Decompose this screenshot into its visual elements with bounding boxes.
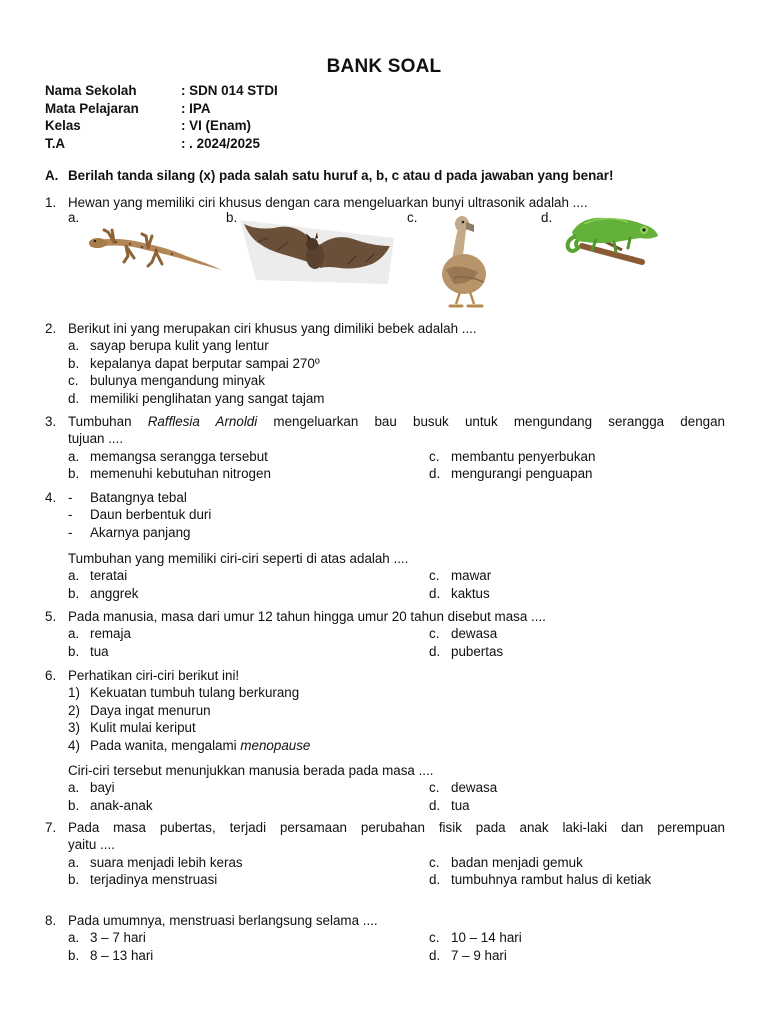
question-8 <box>45 912 725 964</box>
option-text: teratai <box>90 568 128 584</box>
species-name: Rafflesia Arnoldi <box>147 414 258 429</box>
answer-option[interactable] <box>429 625 497 642</box>
question-7 <box>45 819 725 889</box>
option-text: anak-anak <box>90 797 153 813</box>
page-title: BANK SOAL <box>326 56 442 77</box>
answer-option[interactable] <box>68 779 115 796</box>
answer-option[interactable] <box>429 797 470 814</box>
answer-option[interactable] <box>68 465 271 482</box>
option-label: d. <box>429 947 441 963</box>
option-label: d. <box>429 643 441 659</box>
option-label: c. <box>429 930 440 946</box>
option-label: b. <box>68 643 80 659</box>
question-4 <box>45 489 725 541</box>
question-number: 1. <box>45 195 57 210</box>
answer-option[interactable] <box>45 337 725 354</box>
question-text: Pada umumnya, menstruasi berlangsung selama .... <box>68 913 378 928</box>
bat-icon[interactable] <box>238 216 394 288</box>
question-text-pre: Tumbuhan <box>68 414 132 429</box>
question-1-images <box>0 204 768 314</box>
answer-option[interactable] <box>429 779 497 796</box>
question-number: 7. <box>45 820 57 835</box>
meta-row-class <box>45 117 278 135</box>
option-label: d. <box>68 390 80 406</box>
question-4-body <box>45 550 725 602</box>
option-label: a. <box>68 338 80 354</box>
option-text: memenuhi kebutuhan nitrogen <box>90 466 271 482</box>
question-2 <box>45 320 725 407</box>
option-text: tua <box>451 797 470 813</box>
option-label: b. <box>68 797 80 813</box>
option-label: c. <box>429 448 440 464</box>
bullet-text: Daun berbentuk duri <box>90 507 212 523</box>
item-number: 3) <box>68 720 80 736</box>
option-label[interactable]: d. <box>541 210 553 225</box>
question-text-line2: yaitu .... <box>68 837 115 853</box>
item-text: Kulit mulai keriput <box>90 720 196 736</box>
option-text: 8 – 13 hari <box>90 947 154 963</box>
question-text-line2: tujuan .... <box>68 431 124 447</box>
section-letter: A. <box>45 168 59 183</box>
option-text: 7 – 9 hari <box>451 947 507 963</box>
option-text: memangsa serangga tersebut <box>90 448 268 464</box>
answer-option[interactable] <box>68 448 268 465</box>
question-number: 4. <box>45 490 57 505</box>
option-label: a. <box>68 780 80 796</box>
answer-option[interactable] <box>68 643 109 660</box>
option-text: bulunya mengandung minyak <box>90 373 265 389</box>
instruction-text: Berilah tanda silang (x) pada salah satu huruf a, b, c atau d pada jawaban yang benar! <box>68 168 614 183</box>
answer-option[interactable] <box>45 390 725 407</box>
item-number: 1) <box>68 685 80 701</box>
option-label: c. <box>429 626 440 642</box>
meta-row-subject <box>45 100 278 118</box>
bullet-dash: - <box>68 490 73 505</box>
answer-option[interactable] <box>429 947 507 964</box>
option-label[interactable]: a. <box>68 210 80 225</box>
option-label: c. <box>429 780 440 796</box>
answer-option[interactable] <box>429 585 490 602</box>
question-text <box>68 413 725 430</box>
answer-option[interactable] <box>429 448 595 465</box>
option-label: d. <box>429 872 441 888</box>
chameleon-icon[interactable] <box>562 210 662 266</box>
meta-label: Mata Pelajaran <box>45 100 139 116</box>
meta-label: T.A <box>45 135 66 151</box>
option-text: 3 – 7 hari <box>90 930 146 946</box>
answer-option[interactable] <box>68 797 153 814</box>
item-text: Daya ingat menurun <box>90 702 211 718</box>
option-text: badan menjadi gemuk <box>451 854 583 870</box>
option-text: dewasa <box>451 626 498 642</box>
question-text: Ciri-ciri tersebut menunjukkan manusia berada pada masa .... <box>68 763 434 778</box>
option-label: c. <box>68 373 79 389</box>
answer-option[interactable] <box>68 929 146 946</box>
gecko-icon[interactable] <box>86 220 226 272</box>
bullet-text: Akarnya panjang <box>90 524 191 540</box>
question-text: Pada masa pubertas, terjadi persamaan perubahan fisik pada anak laki-laki dan perempuan <box>68 820 725 835</box>
question-number: 6. <box>45 668 57 683</box>
option-label: d. <box>429 585 441 601</box>
option-text: bayi <box>90 780 115 796</box>
option-label: b. <box>68 466 80 482</box>
question-text: Pada manusia, masa dari umur 12 tahun hingga umur 20 tahun disebut masa .... <box>68 609 546 624</box>
option-text: mengurangi penguapan <box>451 466 593 482</box>
meta-value: : IPA <box>181 100 211 116</box>
section-instruction <box>45 168 613 183</box>
item-term: menopause <box>240 737 311 753</box>
option-label: b. <box>68 585 80 601</box>
question-text-post: mengeluarkan bau busuk untuk mengundang serangga dengan <box>273 414 725 429</box>
answer-option[interactable] <box>429 465 592 482</box>
option-label: a. <box>68 854 80 870</box>
answer-option[interactable] <box>68 871 217 888</box>
item-number: 2) <box>68 702 80 718</box>
meta-value: : . 2024/2025 <box>181 135 260 151</box>
duck-icon[interactable] <box>432 212 494 310</box>
item-number: 4) <box>68 737 80 753</box>
answer-option[interactable] <box>68 625 131 642</box>
option-text: mawar <box>451 568 492 584</box>
option-text: memiliki penglihatan yang sangat tajam <box>90 390 325 406</box>
question-6-body <box>45 762 725 814</box>
answer-option[interactable] <box>429 929 522 946</box>
question-number: 3. <box>45 414 57 429</box>
option-text: dewasa <box>451 780 498 796</box>
option-label: a. <box>68 568 80 584</box>
item-text: Pada wanita, mengalami <box>90 737 237 753</box>
question-number: 5. <box>45 609 57 624</box>
option-label: a. <box>68 626 80 642</box>
option-label: a. <box>68 448 80 464</box>
question-text: Hewan yang memiliki ciri khusus dengan cara mengeluarkan bunyi ultrasonik adalah .... <box>68 195 588 210</box>
answer-option[interactable] <box>68 567 127 584</box>
meta-label: Nama Sekolah <box>45 83 137 98</box>
bullet-text: Batangnya tebal <box>90 490 187 505</box>
option-label: b. <box>68 355 80 371</box>
answer-option[interactable] <box>68 854 243 871</box>
option-label: b. <box>68 872 80 888</box>
meta-value: : VI (Enam) <box>181 118 251 133</box>
question-text: Tumbuhan yang memiliki ciri-ciri seperti di atas adalah .... <box>68 551 409 566</box>
meta-row-school <box>45 82 278 100</box>
question-6 <box>45 667 725 754</box>
option-label[interactable]: c. <box>407 210 418 225</box>
meta-row-year <box>45 135 278 153</box>
question-text: Berikut ini yang merupakan ciri khusus yang dimiliki bebek adalah .... <box>68 321 477 336</box>
bullet-dash: - <box>68 524 73 540</box>
option-label: b. <box>68 947 80 963</box>
option-label: c. <box>429 854 440 870</box>
option-text: tumbuhnya rambut halus di ketiak <box>451 872 652 888</box>
question-3 <box>45 413 725 483</box>
option-text: sayap berupa kulit yang lentur <box>90 338 269 354</box>
option-label: d. <box>429 797 441 813</box>
answer-option[interactable] <box>68 585 138 602</box>
option-text: kaktus <box>451 585 490 601</box>
option-text: kepalanya dapat berputar sampai 270º <box>90 355 320 371</box>
option-label: a. <box>68 930 80 946</box>
answer-option[interactable] <box>429 854 583 871</box>
option-text: terjadinya menstruasi <box>90 872 218 888</box>
option-text: tua <box>90 643 109 659</box>
meta-label: Kelas <box>45 118 81 133</box>
answer-option[interactable] <box>68 947 153 964</box>
option-label[interactable]: b. <box>226 210 238 225</box>
option-text: remaja <box>90 626 131 642</box>
answer-option[interactable] <box>45 372 725 389</box>
answer-option[interactable] <box>429 567 491 584</box>
option-label: d. <box>429 466 441 482</box>
option-text: suara menjadi lebih keras <box>90 854 243 870</box>
school-info <box>45 82 278 152</box>
option-text: pubertas <box>451 643 504 659</box>
option-text: membantu penyerbukan <box>451 448 596 464</box>
option-text: 10 – 14 hari <box>451 930 522 946</box>
option-text: anggrek <box>90 585 139 601</box>
answer-option[interactable] <box>45 355 725 372</box>
question-text: Perhatikan ciri-ciri berikut ini! <box>68 668 240 683</box>
meta-value: : SDN 014 STDI <box>181 83 278 98</box>
answer-option[interactable] <box>429 871 651 888</box>
question-number: 8. <box>45 913 57 928</box>
question-number: 2. <box>45 321 57 336</box>
answer-option[interactable] <box>429 643 503 660</box>
item-text: Kekuatan tumbuh tulang berkurang <box>90 685 300 701</box>
question-5 <box>45 608 725 660</box>
option-label: c. <box>429 568 440 584</box>
bullet-dash: - <box>68 507 73 523</box>
